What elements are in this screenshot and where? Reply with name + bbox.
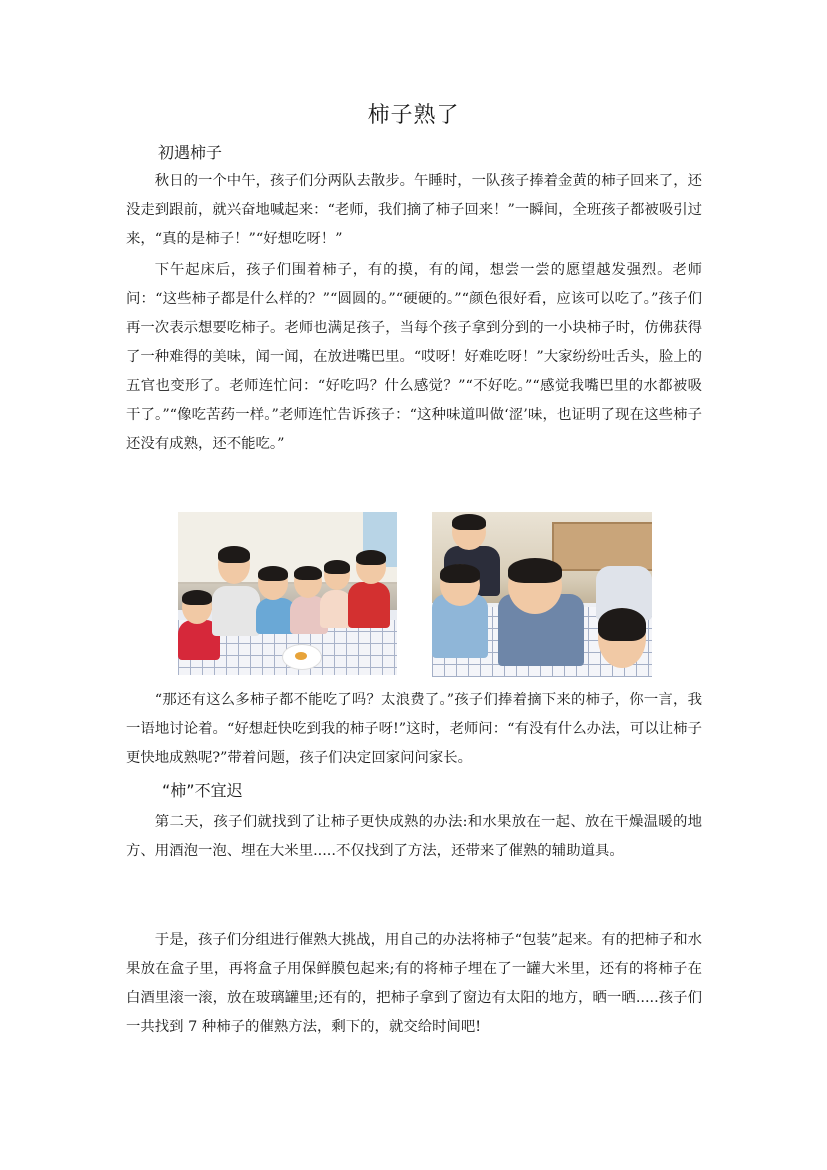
paragraph-5: 于是，孩子们分组进行催熟大挑战，用自己的办法将柿子“包装”起来。有的把柿子和水果放在盒子里，再将盒子用保鲜膜包起来;有的将柿子埋在了一罐大米里，还有的将柿子在白酒里滚一滚，放在玻璃罐里;还有的，把柿子拿到了窗边有太阳的地方，晒一晒.....孩子们一共找到 7 种柿子的催熟方法，剩下的，就交给时间吧! <box>126 932 702 1035</box>
section-heading-first-encounter: 初遇柿子 <box>158 143 223 162</box>
paragraph-3: “那还有这么多柿子都不能吃了吗？太浪费了。”孩子们捧着摘下来的柿子，你一言，我一语地讨论着。“好想赶快吃到我的柿子呀!”这时，老师问：“有没有什么办法，可以让柿子更快地成熟呢?”带着问题，孩子们决定回家问问家长。 <box>126 692 702 766</box>
section-heading-no-delay: “柿”不宜迟 <box>162 781 243 800</box>
paragraph-4: 第二天，孩子们就找到了让柿子更快成熟的办法:和水果放在一起、放在干燥温暖的地方、用酒泡一泡、埋在大米里.....不仅找到了方法，还带来了催熟的辅助道具。 <box>126 814 702 859</box>
photo-children-tasting-2 <box>432 512 652 677</box>
paragraph-2: 下午起床后，孩子们围着柿子，有的摸，有的闻，想尝一尝的愿望越发强烈。老师问：“这些柿子都是什么样的？”“圆圆的。”“硬硬的。”“颜色很好看，应该可以吃了。”孩子们再一次表示想要吃柿子。老师也满足孩子，当每个孩子拿到分到的一小块柿子时，仿佛获得了一种难得的美味，闻一闻，在放进嘴巴里。“哎呀！好难吃呀！”大家纷纷吐舌头，脸上的五官也变形了。老师连忙问：“好吃吗？什么感觉？”“不好吃。”“感觉我嘴巴里的水都被吸干了。”“像吃苦药一样。”老师连忙告诉孩子：“这种味道叫做‘涩’味，也证明了现在这些柿子还没有成熟，还不能吃。” <box>126 262 702 452</box>
photo-children-tasting-1 <box>178 512 397 675</box>
document-title: 柿子熟了 <box>367 103 460 128</box>
paragraph-1: 秋日的一个中午，孩子们分两队去散步。午睡时，一队孩子捧着金黄的柿子回来了，还没走到跟前，就兴奋地喊起来：“老师，我们摘了柿子回来！”一瞬间，全班孩子都被吸引过来，“真的是柿子！”“好想吃呀！” <box>126 173 702 247</box>
